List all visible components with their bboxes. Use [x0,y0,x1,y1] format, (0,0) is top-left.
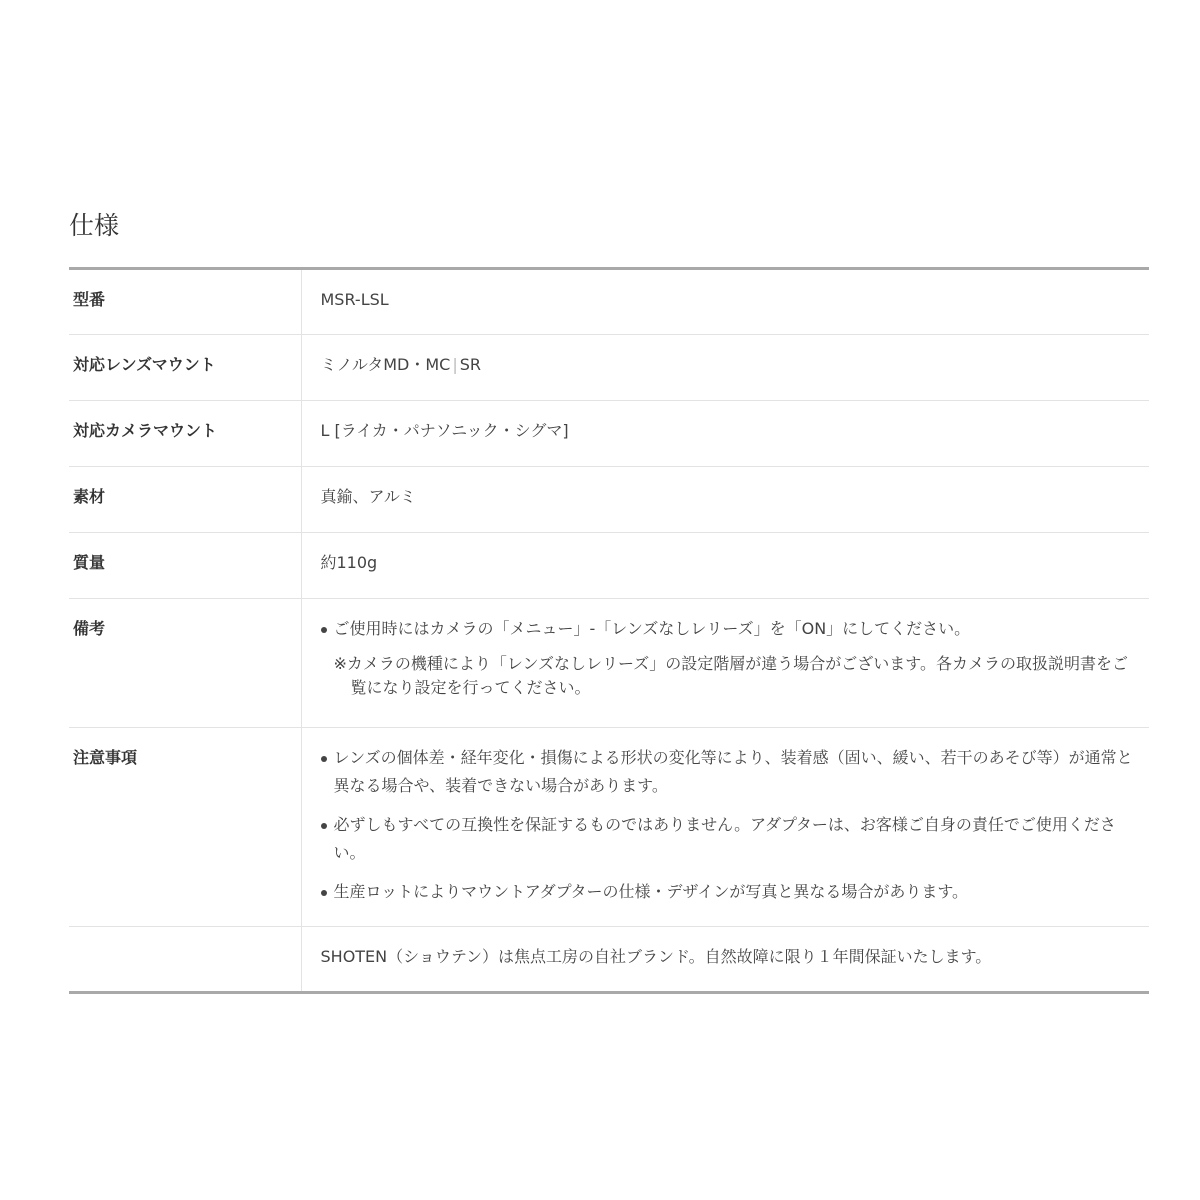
spec-section [69,206,1149,966]
caution-item: 必ずしもすべての互換性を保証するものではありません。アダプターは、お客様ご自身の責任でご使用ください。 [321,811,1140,867]
spec-row-brand [69,927,1149,993]
spec-row-remarks [69,599,1149,728]
lens-mount-primary: ミノルタMD・MC [320,355,451,374]
spec-label: 素材 [69,467,301,533]
spec-row-camera-mount [69,401,1149,467]
spec-value [301,599,1149,728]
spec-row-weight [69,533,1149,599]
spec-value: MSR-LSL [301,269,1149,335]
lens-mount-separator: | [452,355,458,374]
lens-mount-secondary: SR [459,355,481,374]
section-title: 仕様 [69,211,120,240]
spec-label: 備考 [69,599,301,728]
spec-value [301,335,1149,401]
spec-table [69,267,1149,994]
spec-value: L [ライカ・パナソニック・シグマ] [301,401,1149,467]
spec-value: 約110g [301,533,1149,599]
brand-note: SHOTEN（ショウテン）は焦点工房の自社ブランド。自然故障に限り１年間保証いたします。 [320,947,992,966]
spec-label: 型番 [69,269,301,335]
spec-label: 注意事項 [69,728,301,927]
spec-row-material [69,467,1149,533]
caution-item: レンズの個体差・経年変化・損傷による形状の変化等により、装着感（固い、緩い、若干のあそび等）が通常と異なる場合や、装着できない場合があります。 [321,744,1140,800]
spec-row-cautions [69,728,1149,927]
spec-value: 真鍮、アルミ [301,467,1149,533]
spec-row-lens-mount [69,335,1149,401]
spec-label: 質量 [69,533,301,599]
spec-label: 対応レンズマウント [69,335,301,401]
spec-label: 対応カメラマウント [69,401,301,467]
spec-row-model [69,269,1149,335]
remarks-note: ※カメラの機種により「レンズなしレリーズ」の設定階層が違う場合がございます。各カメラの取扱説明書をご覧になり設定を行ってください。 [333,654,1128,697]
caution-item: 生産ロットによりマウントアダプターの仕様・デザインが写真と異なる場合があります。 [321,878,1140,906]
spec-value [301,728,1149,927]
remarks-bullet: ご使用時にはカメラの「メニュー」-「レンズなしレリーズ」を「ON」にしてください。 [321,615,1140,643]
spec-label [69,927,301,993]
